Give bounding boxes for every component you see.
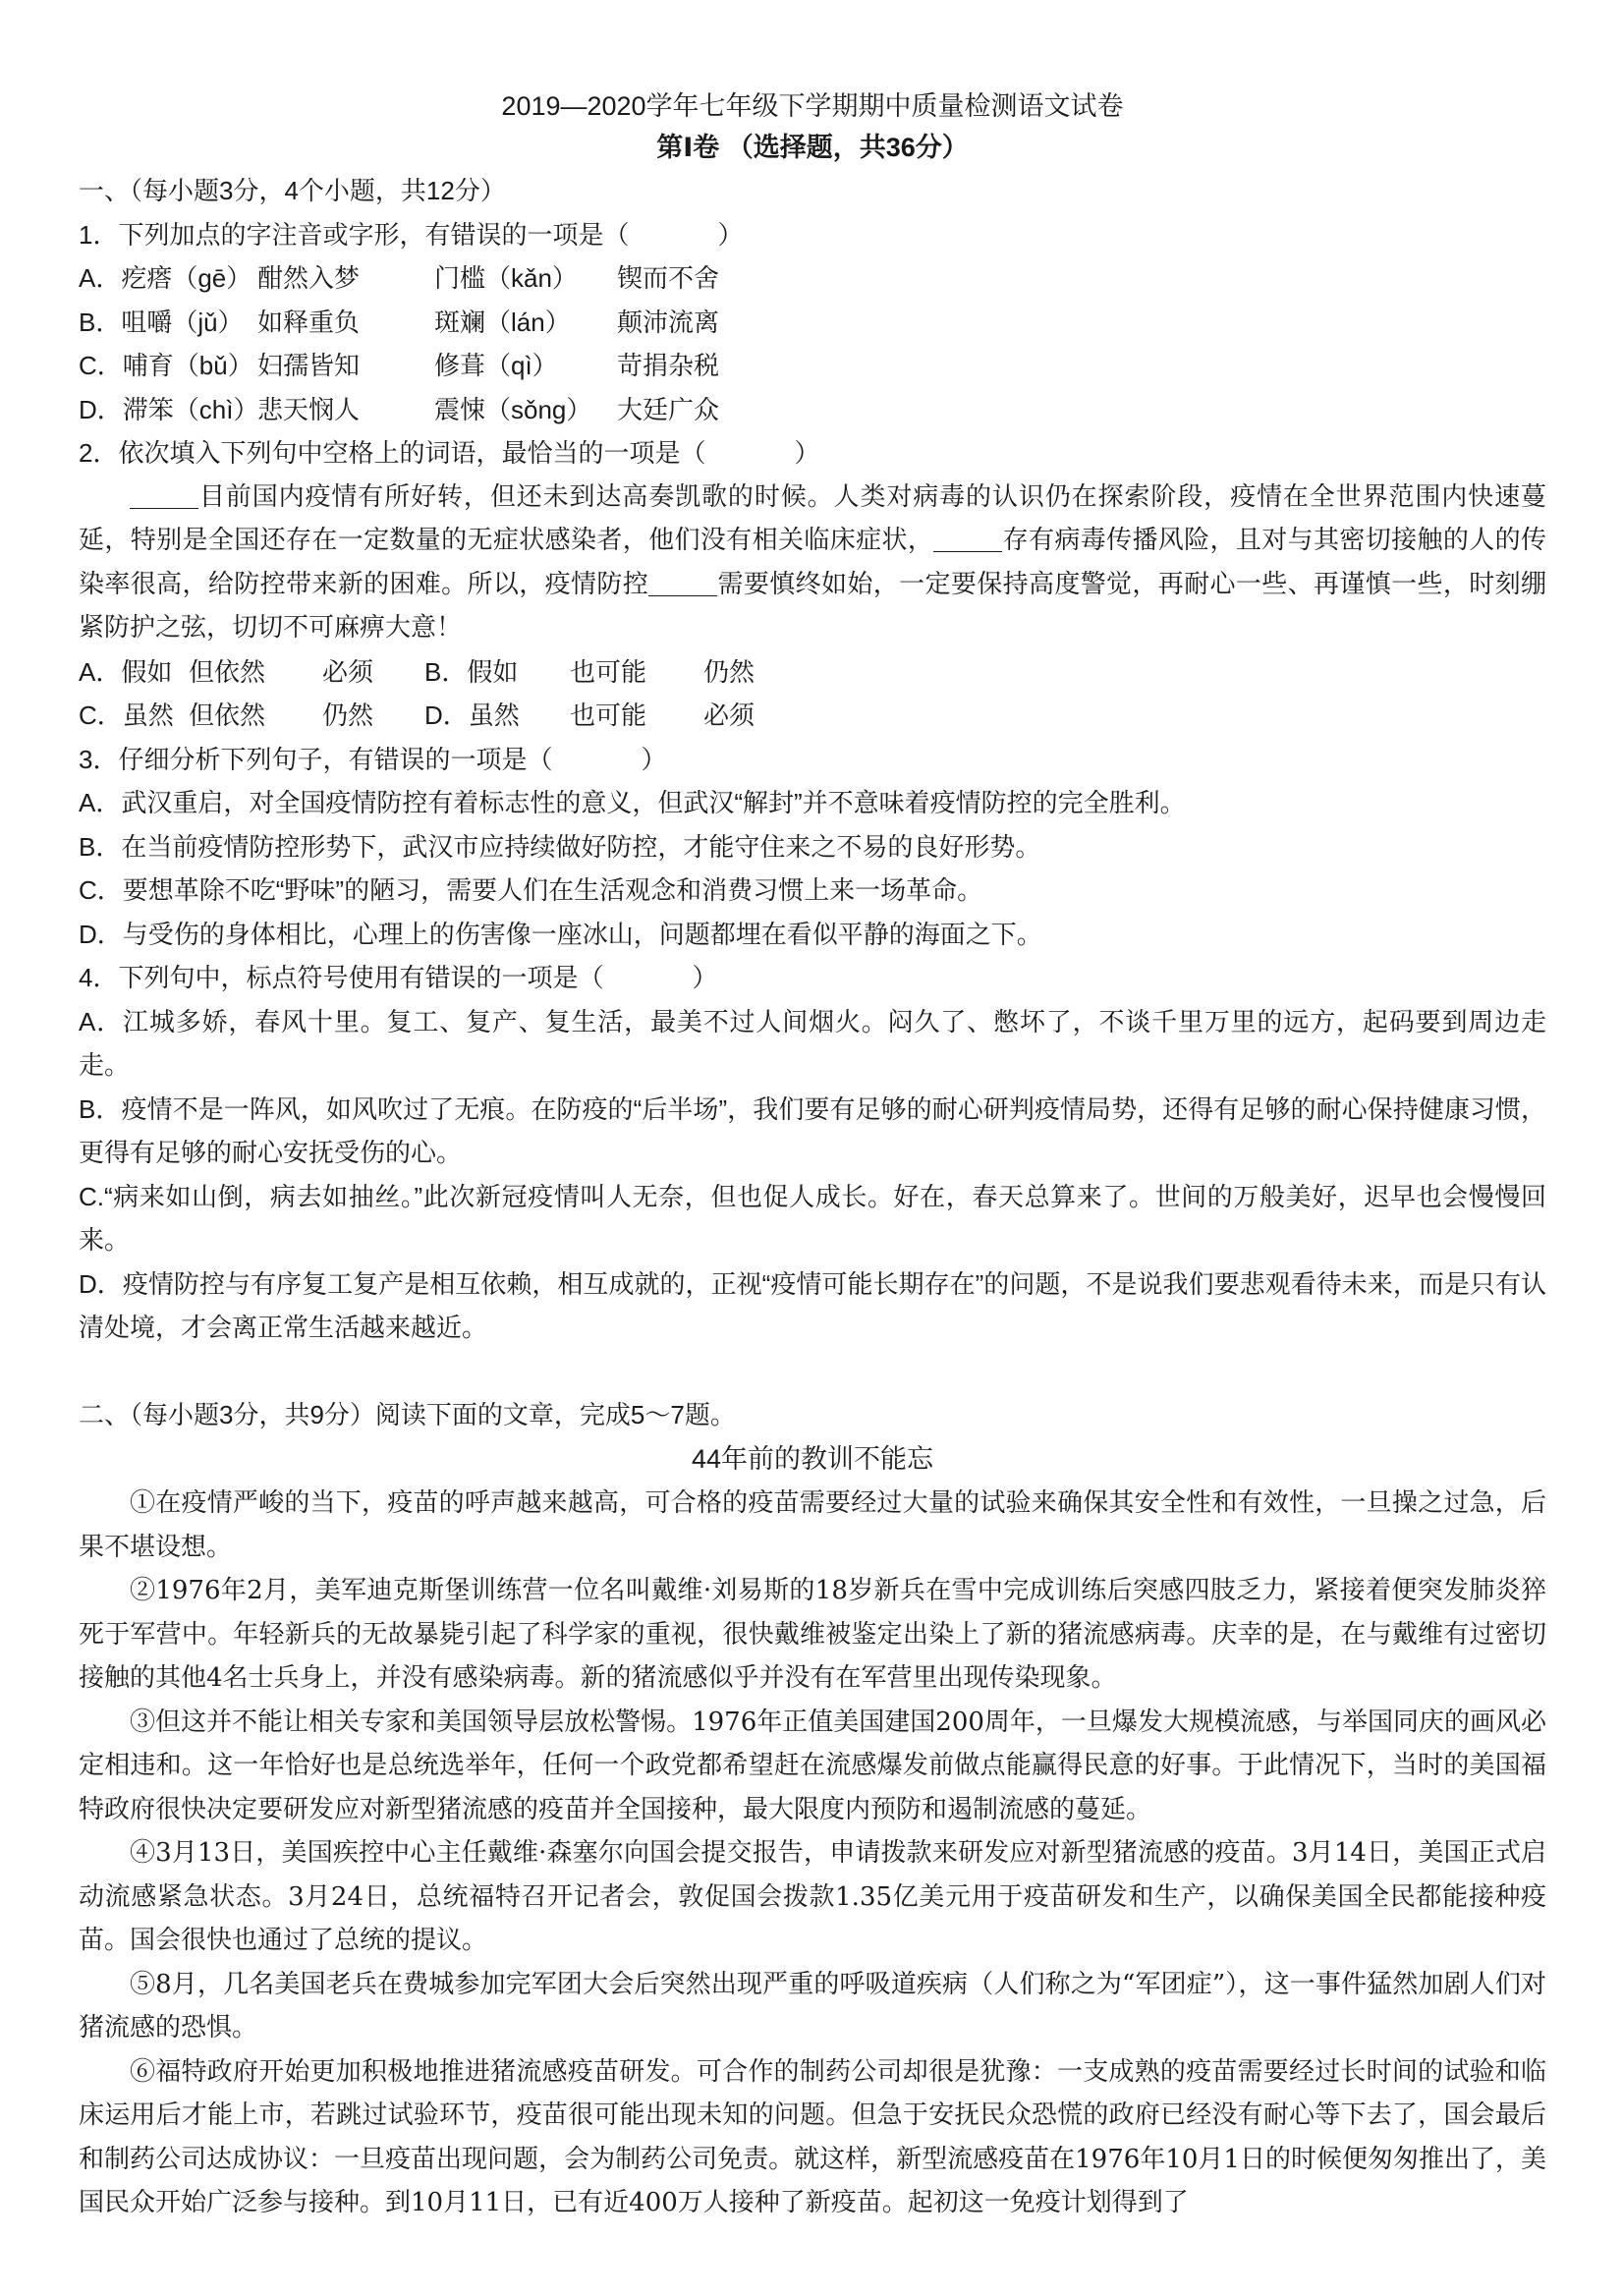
page-title: 2019—2020学年七年级下学期期中质量检测语文试卷 xyxy=(501,91,1124,121)
question-3-option-d: D．与受伤的身体相比，心理上的伤害像一座冰山，问题都埋在看似平静的海面之下。 xyxy=(79,919,1042,949)
question-4-option-b: B．疫情不是一阵风，如风吹过了无痕。在防疫的“后半场”，我们要有足够的耐心研判疫情局势，还得有足够的耐心保持健康习惯，更得有足够的耐心安抚受伤的心。 xyxy=(79,1093,1546,1167)
question-4-option-c: C.“病来如山倒，病去如抽丝。”此次新冠疫情叫人无奈，但也促人成长。好在，春天总算来了。世间的万般美好，迟早也会慢慢回来。 xyxy=(79,1181,1546,1255)
blank-2 xyxy=(933,528,1002,552)
question-1-option-c: C．哺育（bǔ） 妇孺皆知 修葺（qì） 苛捐杂税 xyxy=(79,351,720,380)
blank-1 xyxy=(130,484,198,509)
article-paragraph-3: ③但这并不能让相关专家和美国领导层放松警惕。1976年正值美国建国200周年，一旦爆发大规模流感，与举国同庆的画风必定相违和。这一年恰好也是总统选举年，任何一个政党都希望赶在流感爆发前做点能赢得民意的好事。于此情况下，当时的美国福特政府很快决定要研发应对新型猪流感的疫苗并全国接种，最大限度内预防和遏制流感的蔓延。 xyxy=(79,1707,1546,1824)
blank-3 xyxy=(648,572,717,596)
page-subtitle: 第Ⅰ卷 （选择题，共36分） xyxy=(656,133,969,162)
article-paragraph-5: ⑤8月，几名美国老兵在费城参加完军团大会后突然出现严重的呼吸道疾病（人们称之为“军团症”），这一事件猛然加剧人们对猪流感的恐惧。 xyxy=(79,1969,1546,2043)
section2-heading: 二、（每小题3分，共9分）阅读下面的文章，完成5～7题。 xyxy=(79,1399,736,1429)
article-title: 44年前的教训不能忘 xyxy=(691,1444,934,1474)
article-paragraph-4: ④3月13日，美国疾控中心主任戴维·森塞尔向国会提交报告，申请拨款来研发应对新型猪流感的疫苗。3月14日，美国正式启动流感紧急状态。3月24日，总统福特召开记者会，敦促国会拨款1.35亿美元用于疫苗研发和生产，以确保美国全民都能接种疫苗。国会很快也通过了总统的提议。 xyxy=(79,1838,1546,1955)
article-paragraph-6: ⑥福特政府开始更加积极地推进猪流感疫苗研发。可合作的制药公司却很是犹豫：一支成熟的疫苗需要经过长时间的试验和临床运用后才能上市，若跳过试验环节，疫苗很可能出现未知的问题。但急于安抚民众恐慌的政府已经没有耐心等下去了，国会最后和制药公司达成协议：一旦疫苗出现问题，会为制药公司免责。就这样，新型流感疫苗在1976年10月1日的时候便匆匆推出了，美国民众开始广泛参与接种。到10月11日，已有近400万人接种了新疫苗。起初这一免疫计划得到了 xyxy=(79,2056,1546,2217)
question-3-stem: 3．仔细分析下列句子，有错误的一项是（ ） xyxy=(79,744,667,774)
question-2-passage: 目前国内疫情有所好转，但还未到达高奏凯歌的时候。人类对病毒的认识仍在探索阶段，疫情在全世界范围内快速蔓延，特别是全国还存在一定数量的无症状感染者，他们没有相关临床症状， 存有病毒传播风险，且对与其密切接触的人的传染率很高，给防控带来新的困难。所以，疫情防控 需要慎终如始，一定要保持高度警觉，再耐心一些、再谨慎一些，时刻绷紧防护之弦，切切不可麻痹大意！ xyxy=(79,481,1546,643)
question-3-option-c: C．要想革除不吃“野味”的陋习，需要人们在生活观念和消费习惯上来一场革命。 xyxy=(79,875,983,905)
question-2-options-ab: A．假如 但依然 必须 B．假如 也可能 仍然 xyxy=(79,656,756,687)
question-1-option-a: A．疙瘩（gē） 酣然入梦 门槛（kǎn） 锲而不舍 xyxy=(79,263,720,293)
question-2-stem: 2．依次填入下列句中空格上的词语，最恰当的一项是（ ） xyxy=(79,438,820,468)
question-1-option-b: B．咀嚼（jǔ） 如释重负 斑斓（lán） 颠沛流离 xyxy=(79,307,720,337)
section1-heading: 一、（每小题3分，4个小题，共12分） xyxy=(79,176,506,205)
question-4-stem: 4．下列句中，标点符号使用有错误的一项是（ ） xyxy=(79,963,718,992)
article-paragraph-1: ①在疫情严峻的当下，疫苗的呼声越来越高，可合格的疫苗需要经过大量的试验来确保其安全性和有效性，一旦操之过急，后果不堪设想。 xyxy=(79,1488,1546,1562)
article-paragraph-2: ②1976年2月，美军迪克斯堡训练营一位名叫戴维·刘易斯的18岁新兵在雪中完成训练后突感四肢乏力，紧接着便突发肺炎猝死于军营中。年轻新兵的无故暴毙引起了科学家的重视，很快戴维被鉴定出染上了新的猪流感病毒。庆幸的是，在与戴维有过密切接触的其他4名士兵身上，并没有感染病毒。新的猪流感似乎并没有在军营里出现传染现象。 xyxy=(79,1576,1546,1693)
question-1-option-d: D．滞笨（chì） 悲天悯人 震悚（sǒng） 大廷广众 xyxy=(79,394,720,424)
question-3-option-a: A．武汉重启，对全国疫情防控有着标志性的意义，但武汉“解封”并不意味着疫情防控的完全胜利。 xyxy=(79,788,1186,817)
question-3-option-b: B．在当前疫情防控形势下，武汉市应持续做好防控，才能守住来之不易的良好形势。 xyxy=(79,831,1041,862)
question-1-stem: 1．下列加点的字注音或字形，有错误的一项是（ ） xyxy=(79,219,744,250)
question-2-options-cd: C．虽然 但依然 仍然 D．虽然 也可能 必须 xyxy=(79,700,756,730)
question-4-option-a: A．江城多娇，春风十里。复工、复产、复生活，最美不过人间烟火。闷久了、憋坏了，不谈千里万里的远方，起码要到周边走走。 xyxy=(79,1006,1546,1080)
question-4-option-d: D．疫情防控与有序复工复产是相互依赖，相互成就的，正视“疫情可能长期存在”的问题，不是说我们要悲观看待未来，而是只有认清处境，才会离正常生活越来越近。 xyxy=(79,1268,1546,1342)
